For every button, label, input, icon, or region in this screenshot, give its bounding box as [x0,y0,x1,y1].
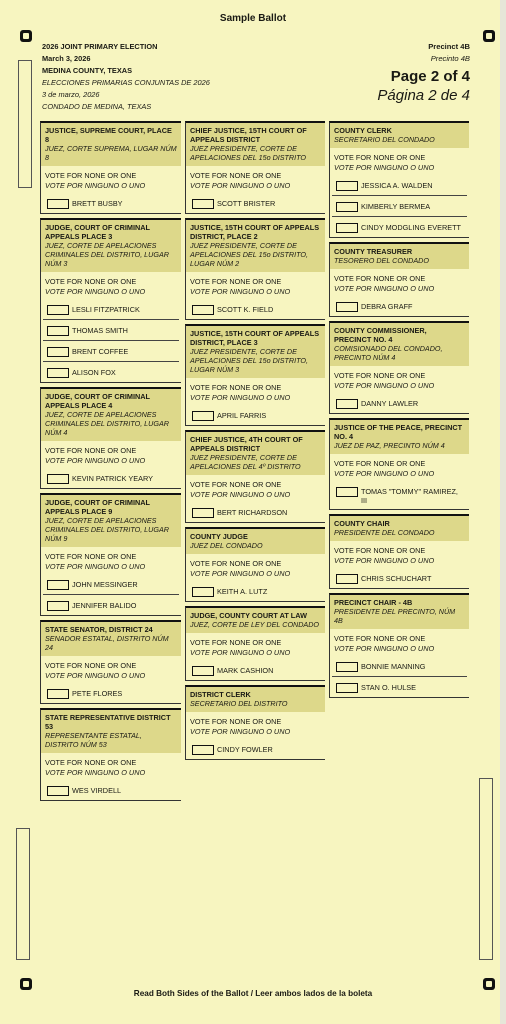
vote-instruction [186,633,325,660]
candidate-name: CINDY MODGLING EVERETT [361,223,462,232]
race-title: JUSTICE OF THE PEACE, PRECINCT NO. 4 [334,423,463,441]
vote-instruction-es: VOTE POR NINGUNO O UNO [190,648,291,657]
race-title: JUDGE, COURT OF CRIMINAL APPEALS PLACE 9 [45,498,150,516]
race-title-es: JUEZ PRESIDENTE, CORTE DE APELACIONES DEL 15o DISTRITO, LUGAR NÚM 3 [190,347,308,374]
race-title: STATE SENATOR, DISTRICT 24 [45,625,153,634]
vote-target-oval[interactable] [192,587,214,597]
race-block [40,708,181,801]
vote-instruction-es: VOTE POR NINGUNO O UNO [190,287,291,296]
vote-instruction-en: VOTE FOR NONE OR ONE [334,459,426,468]
race-header [41,220,181,272]
county-name-es: CONDADO DE MEDINA, TEXAS [42,102,152,111]
page-number: Page 2 of 4 [390,68,470,85]
registration-mark-top-right [483,30,495,42]
sample-ballot-title: Sample Ballot [219,13,287,24]
race-header [330,244,469,269]
race-block [40,218,181,383]
candidate-option[interactable] [43,299,179,320]
vote-instruction-en: VOTE FOR NONE OR ONE [334,546,426,555]
candidate-name: JENNIFER BALIDO [72,601,137,610]
vote-instruction-es: VOTE POR NINGUNO O UNO [45,768,146,777]
race-header [186,608,325,633]
vote-instruction-en: VOTE FOR NONE OR ONE [45,758,137,767]
vote-instruction-es: VOTE POR NINGUNO O UNO [190,490,291,499]
vote-instruction [41,166,181,193]
race-block [185,218,325,320]
vote-instruction-es: VOTE POR NINGUNO O UNO [190,181,291,190]
vote-instruction-es: VOTE POR NINGUNO O UNO [45,671,146,680]
candidate-name: KEITH A. LUTZ [217,587,268,596]
race-header [41,622,181,656]
race-title-es: TESORERO DEL CONDADO [334,256,429,265]
candidate-option[interactable] [188,660,323,680]
race-title-es: JUEZ PRESIDENTE, CORTE DE APELACIONES DEL 15o DISTRITO, LUGAR NÚM 2 [190,241,308,268]
vote-instruction-es: VOTE POR NINGUNO O UNO [334,284,435,293]
vote-instruction-es: VOTE POR NINGUNO O UNO [45,181,146,190]
candidate-name: BRENT COFFEE [72,347,129,356]
race-title-es: JUEZ, CORTE SUPREMA, LUGAR NÚM 8 [45,144,177,162]
vote-instruction-en: VOTE FOR NONE OR ONE [45,446,137,455]
vote-instruction-en: VOTE FOR NONE OR ONE [45,171,137,180]
vote-instruction [330,269,469,296]
vote-instruction-es: VOTE POR NINGUNO O UNO [45,562,146,571]
race-block [329,121,469,238]
candidate-name: CHRIS SCHUCHART [361,574,432,583]
race-title: JUDGE, COURT OF CRIMINAL APPEALS PLACE 4 [45,392,150,410]
race-title-es: SECRETARIO DEL CONDADO [334,135,435,144]
vote-target-oval[interactable] [47,474,69,484]
election-date-es: 3 de marzo, 2026 [42,90,100,99]
candidate-option[interactable] [188,405,323,425]
candidate-option[interactable] [43,193,179,213]
vote-target-oval[interactable] [336,302,358,312]
race-header [330,420,469,454]
ballot-column-3 [329,121,469,702]
vote-target-oval[interactable] [192,199,214,209]
race-header [41,495,181,547]
vote-instruction-en: VOTE FOR NONE OR ONE [334,371,426,380]
race-title-es: JUEZ, CORTE DE LEY DEL CONDADO [190,620,320,629]
vote-instruction [186,166,325,193]
candidate-option[interactable] [188,581,323,601]
race-title-es: PRESIDENTE DEL CONDADO [334,528,435,537]
candidate-name: JOHN MESSINGER [72,580,138,589]
vote-instruction-es: VOTE POR NINGUNO O UNO [334,381,435,390]
race-title-es: JUEZ PRESIDENTE, CORTE DE APELACIONES DEL 15o DISTRITO [190,144,306,162]
page-header [377,41,470,105]
vote-instruction-en: VOTE FOR NONE OR ONE [190,638,282,647]
vote-target-oval[interactable] [47,786,69,796]
candidate-name: SCOTT BRISTER [217,199,276,208]
candidate-option[interactable] [43,468,179,488]
vote-instruction-en: VOTE FOR NONE OR ONE [45,552,137,561]
vote-target-oval[interactable] [336,574,358,584]
candidate-option[interactable] [332,481,467,509]
vote-instruction-en: VOTE FOR NONE OR ONE [190,383,282,392]
vote-instruction [330,366,469,393]
candidate-name: DEBRA GRAFF [361,302,413,311]
page-number-es: Página 2 de 4 [377,87,470,104]
race-header [186,529,325,554]
race-header [186,326,325,378]
candidate-name: BERT RICHARDSON [217,508,288,517]
vote-target-oval[interactable] [47,199,69,209]
candidate-name: TOMAS "TOMMY" RAMIREZ, III [361,487,458,505]
race-title-es: COMISIONADO DEL CONDADO, PRECINTO NÚM 4 [334,344,443,362]
vote-instruction [41,656,181,683]
election-date: March 3, 2026 [42,54,91,63]
race-title: COUNTY CLERK [334,126,392,135]
vote-target-oval[interactable] [336,202,358,212]
race-title-es: PRESIDENTE DEL PRECINTO, NÚM 4B [334,607,456,625]
vote-target-oval[interactable] [47,305,69,315]
candidate-name: APRIL FARRIS [217,411,267,420]
ballot-column-1 [40,121,181,805]
race-title-es: SENADOR ESTATAL, DISTRITO NÚM 24 [45,634,169,652]
race-title: JUDGE, COURT OF CRIMINAL APPEALS PLACE 3 [45,223,150,241]
election-name: 2026 JOINT PRIMARY ELECTION [42,42,158,51]
vote-target-oval[interactable] [336,662,358,672]
vote-instruction [186,378,325,405]
candidate-option[interactable] [43,683,179,703]
page-edge [500,0,506,1024]
vote-instruction-en: VOTE FOR NONE OR ONE [190,171,282,180]
race-header [330,516,469,541]
candidate-option[interactable] [332,677,467,697]
candidate-option[interactable] [332,656,467,677]
race-title: JUDGE, COUNTY COURT AT LAW [190,611,308,620]
race-block [40,121,181,214]
candidate-name: KIMBERLY BERMEA [361,202,431,211]
registration-mark-top-left [20,30,32,42]
vote-instruction-es: VOTE POR NINGUNO O UNO [45,287,146,296]
vote-instruction-en: VOTE FOR NONE OR ONE [45,661,137,670]
race-title-es: SECRETARIO DEL DISTRITO [190,699,288,708]
vote-instruction-es: VOTE POR NINGUNO O UNO [334,556,435,565]
race-title: COUNTY COMMISSIONER, PRECINCT NO. 4 [334,326,427,344]
vote-instruction-en: VOTE FOR NONE OR ONE [334,274,426,283]
candidate-name: KEVIN PATRICK YEARY [72,474,153,483]
candidate-name: WES VIRDELL [72,786,122,795]
race-header [330,323,469,366]
candidate-name: ALISON FOX [72,368,116,377]
race-title: DISTRICT CLERK [190,690,251,699]
candidate-option[interactable] [43,362,179,382]
race-title-es: JUEZ, CORTE DE APELACIONES CRIMINALES DEL DISTRITO, LUGAR NÚM 4 [45,410,169,437]
vote-target-oval[interactable] [47,347,69,357]
race-block [329,514,469,589]
vote-target-oval[interactable] [192,305,214,315]
race-block [40,387,181,489]
candidate-name: SCOTT K. FIELD [217,305,274,314]
candidate-name: BONNIE MANNING [361,662,426,671]
race-block [40,493,181,616]
vote-target-oval[interactable] [192,745,214,755]
candidate-name: PETE FLORES [72,689,123,698]
vote-instruction [186,475,325,502]
vote-target-oval[interactable] [192,666,214,676]
race-header [330,123,469,148]
vote-instruction [330,629,469,656]
vote-target-oval[interactable] [336,181,358,191]
race-block [185,430,325,523]
race-title: CHIEF JUSTICE, 4TH COURT OF APPEALS DISTRICT [190,435,303,453]
vote-instruction [41,547,181,574]
race-title: COUNTY TREASURER [334,247,413,256]
candidate-option[interactable] [43,341,179,362]
vote-instruction [186,554,325,581]
candidate-option[interactable] [332,175,467,196]
race-title: COUNTY CHAIR [334,519,390,528]
vote-target-oval[interactable] [47,601,69,611]
vote-instruction-en: VOTE FOR NONE OR ONE [190,480,282,489]
race-header [186,432,325,475]
candidate-option[interactable] [188,299,323,319]
race-block [329,242,469,317]
vote-instruction [186,712,325,739]
race-title-es: JUEZ, CORTE DE APELACIONES CRIMINALES DEL DISTRITO, LUGAR NÚM 9 [45,516,169,543]
candidate-option[interactable] [43,780,179,800]
race-title: JUSTICE, 15TH COURT OF APPEALS DISTRICT, PLACE 2 [190,223,320,241]
race-header [330,595,469,629]
election-header [42,41,210,113]
race-title: PRECINCT CHAIR - 4B [334,598,413,607]
timing-strip-right-bottom [479,778,493,960]
candidate-option[interactable] [332,393,467,413]
vote-target-oval[interactable] [47,689,69,699]
vote-target-oval[interactable] [47,580,69,590]
candidate-option[interactable] [332,568,467,588]
race-header [186,687,325,712]
vote-target-oval[interactable] [336,487,358,497]
ballot-footer: Read Both Sides of the Ballot / Leer ambos lados de la boleta [133,989,373,998]
race-title: COUNTY JUDGE [190,532,248,541]
timing-strip-left-top [18,60,32,188]
vote-instruction-en: VOTE FOR NONE OR ONE [190,559,282,568]
race-title-es: JUEZ DEL CONDADO [190,541,263,550]
candidate-name: LESLI FITZPATRICK [72,305,140,314]
candidate-name: MARK CASHION [217,666,274,675]
vote-instruction [41,753,181,780]
candidate-option[interactable] [188,193,323,213]
candidate-name: CINDY FOWLER [217,745,273,754]
race-header [186,123,325,166]
race-title-es: REPRESENTANTE ESTATAL, DISTRITO NÚM 53 [45,731,142,749]
race-block [329,418,469,510]
vote-target-oval[interactable] [192,411,214,421]
candidate-option[interactable] [43,320,179,341]
candidate-option[interactable] [188,502,323,522]
vote-instruction-es: VOTE POR NINGUNO O UNO [190,727,291,736]
vote-target-oval[interactable] [47,326,69,336]
race-title: JUSTICE, SUPREME COURT, PLACE 8 [45,126,172,144]
race-block [185,121,325,214]
candidate-name: STAN O. HULSE [361,683,417,692]
vote-instruction [330,541,469,568]
vote-instruction-en: VOTE FOR NONE OR ONE [45,277,137,286]
vote-target-oval[interactable] [47,368,69,378]
vote-instruction-en: VOTE FOR NONE OR ONE [190,717,282,726]
vote-instruction [330,454,469,481]
candidate-name: BRETT BUSBY [72,199,123,208]
vote-instruction [41,441,181,468]
race-block [40,620,181,704]
vote-target-oval[interactable] [336,223,358,233]
ballot-column-2 [185,121,325,764]
vote-instruction-es: VOTE POR NINGUNO O UNO [334,163,435,172]
vote-instruction [186,272,325,299]
vote-instruction-es: VOTE POR NINGUNO O UNO [190,393,291,402]
race-block [185,606,325,681]
vote-instruction [41,272,181,299]
candidate-option[interactable] [43,574,179,595]
vote-target-oval[interactable] [336,683,358,693]
race-header [41,710,181,753]
race-title-es: JUEZ, CORTE DE APELACIONES CRIMINALES DEL DISTRITO, LUGAR NÚM 3 [45,241,169,268]
race-title: CHIEF JUSTICE, 15TH COURT OF APPEALS DISTRICT [190,126,307,144]
race-title-es: JUEZ PRESIDENTE, CORTE DE APELACIONES DEL 4º DISTRITO [190,453,301,471]
candidate-option[interactable] [43,595,179,615]
vote-instruction-es: VOTE POR NINGUNO O UNO [45,456,146,465]
race-block [329,593,469,698]
candidate-name: JESSICA A. WALDEN [361,181,433,190]
vote-target-oval[interactable] [192,508,214,518]
vote-instruction [330,148,469,175]
timing-strip-left-bottom [16,828,30,960]
candidate-option[interactable] [332,196,467,217]
vote-instruction-en: VOTE FOR NONE OR ONE [334,153,426,162]
race-title: STATE REPRESENTATIVE DISTRICT 53 [45,713,171,731]
vote-instruction-en: VOTE FOR NONE OR ONE [334,634,426,643]
county-name: MEDINA COUNTY, TEXAS [42,66,133,75]
race-header [186,220,325,272]
race-block [329,321,469,414]
race-header [41,389,181,441]
race-block [185,527,325,602]
candidate-option[interactable] [332,296,467,316]
race-block [185,685,325,760]
vote-instruction-es: VOTE POR NINGUNO O UNO [334,469,435,478]
race-block [185,324,325,426]
candidate-name: DANNY LAWLER [361,399,419,408]
candidate-option[interactable] [188,739,323,759]
race-title: JUSTICE, 15TH COURT OF APPEALS DISTRICT, PLACE 3 [190,329,320,347]
vote-instruction-en: VOTE FOR NONE OR ONE [190,277,282,286]
race-header [41,123,181,166]
vote-target-oval[interactable] [336,399,358,409]
precinct-label: Precinct 4B [428,42,470,51]
candidate-option[interactable] [332,217,467,237]
election-name-es: ELECCIONES PRIMARIAS CONJUNTAS DE 2026 [42,78,210,87]
precinct-label-es: Precinto 4B [430,54,470,63]
vote-instruction-es: VOTE POR NINGUNO O UNO [190,569,291,578]
vote-instruction-es: VOTE POR NINGUNO O UNO [334,644,435,653]
candidate-name: THOMAS SMITH [72,326,128,335]
race-title-es: JUEZ DE PAZ, PRECINTO NÚM 4 [334,441,445,450]
